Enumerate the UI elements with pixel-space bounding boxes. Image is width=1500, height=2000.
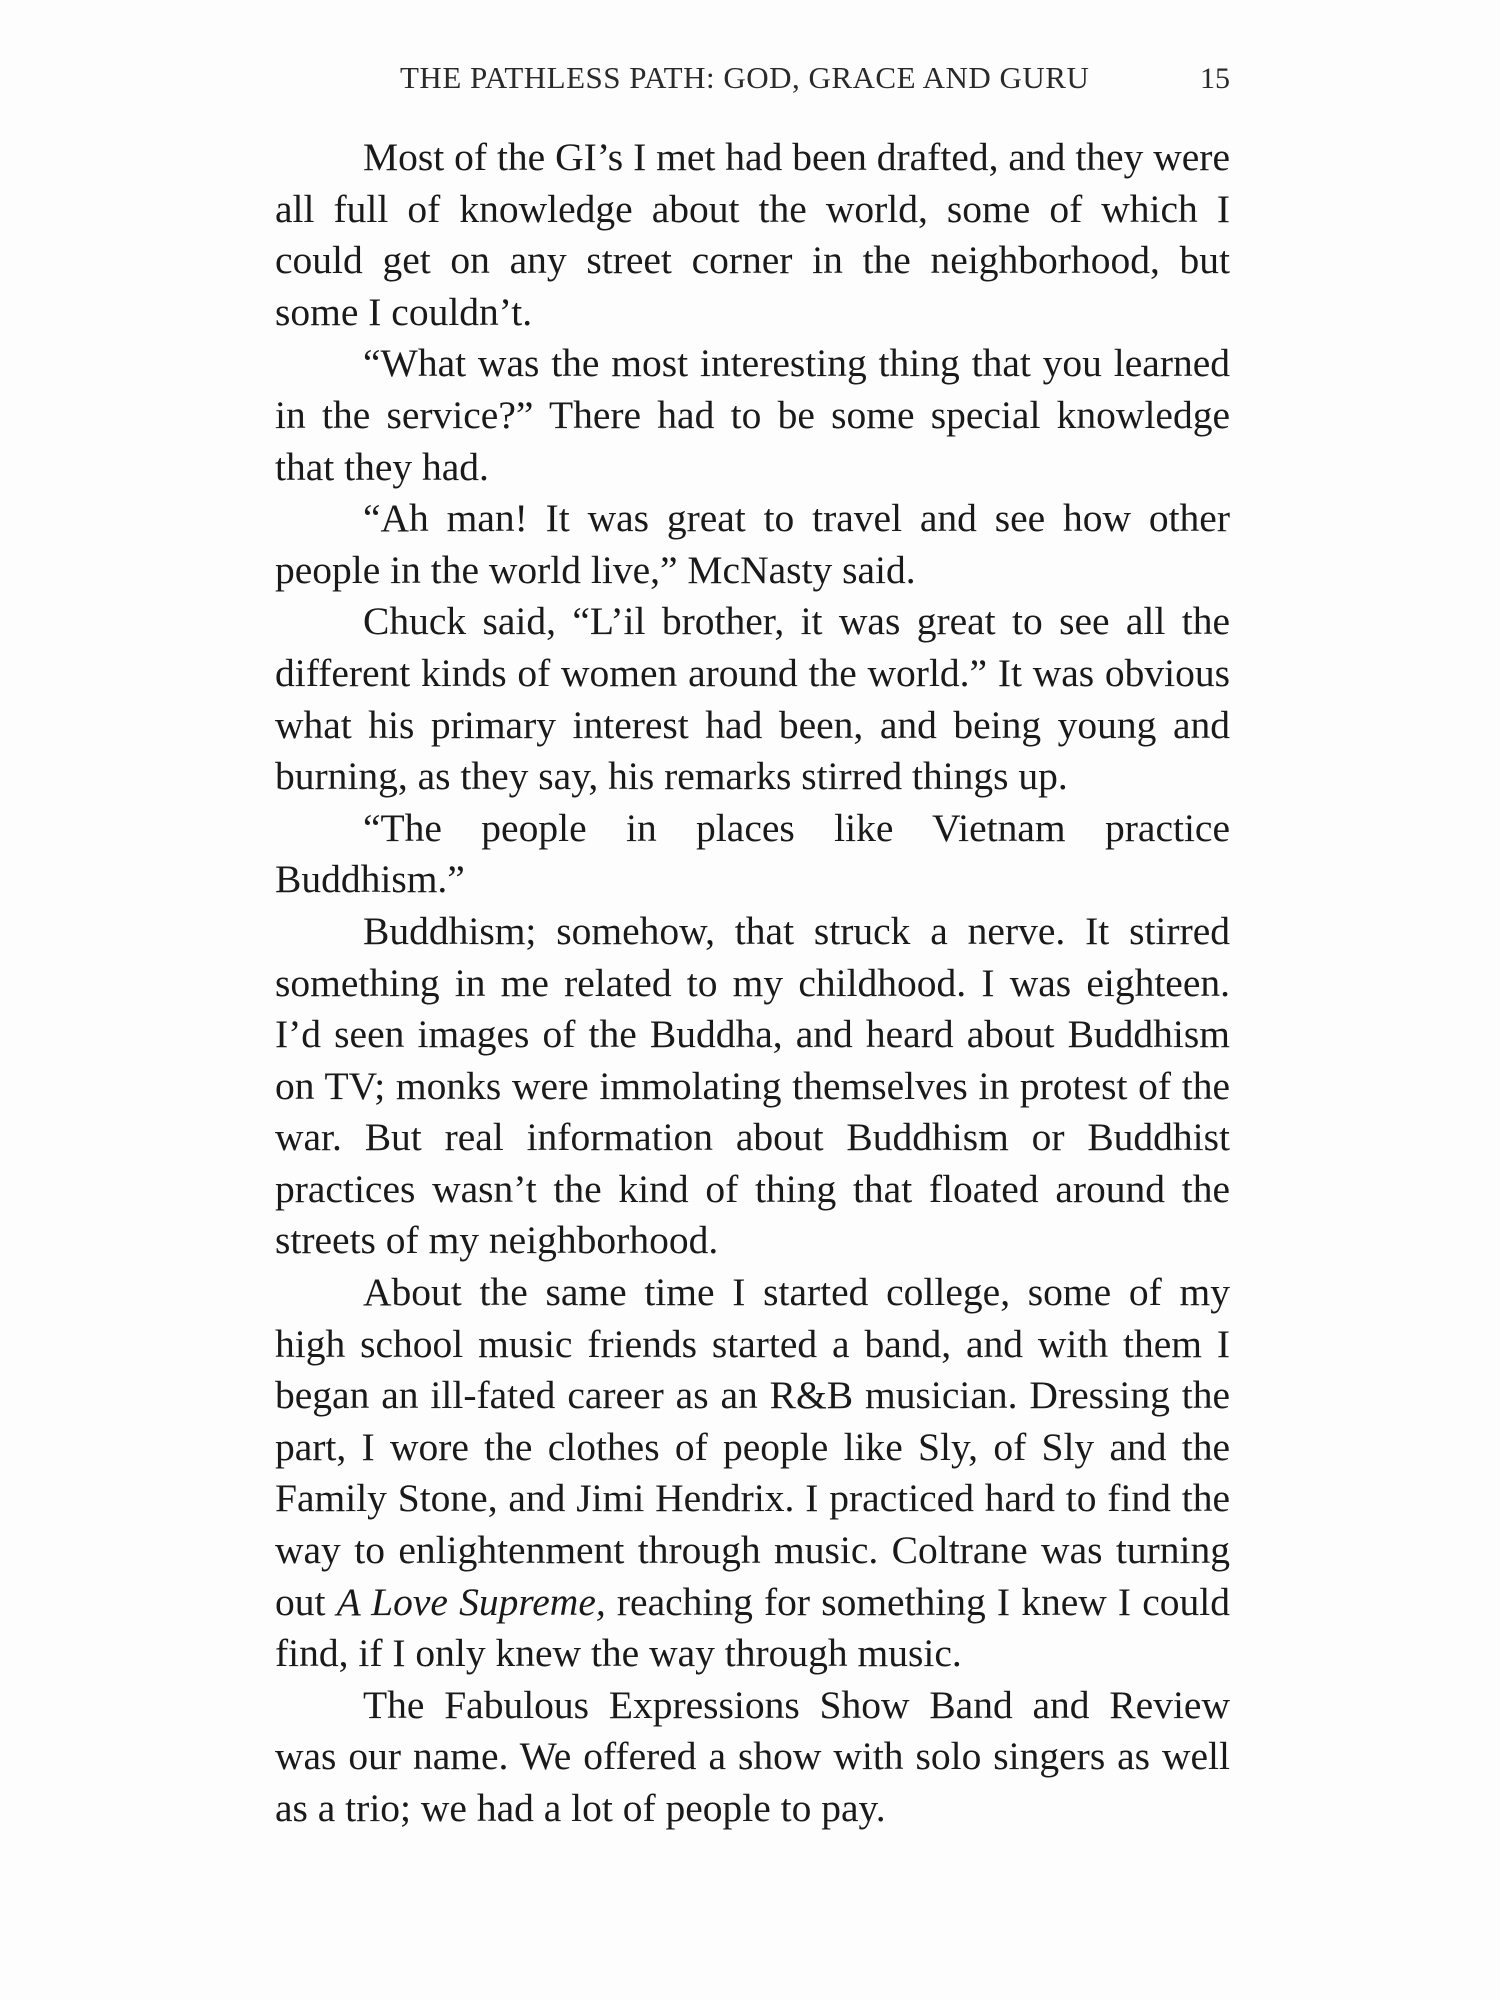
paragraph-mcnasty: “Ah man! It was great to travel and see how other people in the world live,” McNasty said. <box>275 496 1230 592</box>
body-text <box>275 132 1230 1835</box>
paragraph-band-name: The Fabulous Expressions Show Band and Review was our name. We offered a show with solo singers as well as a trio; we had a lot of people to pay. <box>275 1682 1230 1830</box>
coltrane-text-after: reaching for something I knew I could find, if I only knew the way through music. <box>275 1579 1230 1676</box>
paragraph-chuck: Chuck said, “L’il brother, it was great to see all the different kinds of women around the world.” It was obvious what his primary interest had been, and being young and burning, as they say, his remarks stirred things up. <box>275 599 1230 799</box>
paragraph-buddhism-nerve: Buddhism; somehow, that struck a nerve. It stirred something in me related to my childhood. I was eighteen. I’d seen images of the Buddha, and heard about Buddhism on TV; monks were immolating themselves in protest of the war. But real information about Buddhism or Buddhist practices wasn’t the kind of thing that floated around the streets of my neighborhood. <box>275 908 1230 1263</box>
running-head: THE PATHLESS PATH: GOD, GRACE AND GURU <box>400 60 1090 95</box>
paragraph-gi-drafted: Most of the GI’s I met had been drafted, and they were all full of knowledge about the world, some of which I could get on any street corner in the neighborhood, but some I couldn’t. <box>275 135 1230 334</box>
paragraph-question-service: “What was the most interesting thing that you learned in the service?” There had to be some special knowledge that they had. <box>275 341 1230 489</box>
paragraph-coltrane <box>275 1267 1230 1680</box>
coltrane-text-before: About the same time I started college, some of my high school music friends started a band, and with them I began an ill-fated career as an R&B musician. Dressing the part, I wore the clothes of people like Sly, of Sly and the Family Stone, and Jimi Hendrix. I practiced hard to find the way to enlightenment through music. Coltrane was turning out <box>275 1270 1230 1624</box>
album-title: A Love Supreme, <box>336 1579 606 1624</box>
paragraph-vietnam: “The people in places like Vietnam practice Buddhism.” <box>275 805 1230 902</box>
page-number: 15 <box>1200 62 1230 95</box>
